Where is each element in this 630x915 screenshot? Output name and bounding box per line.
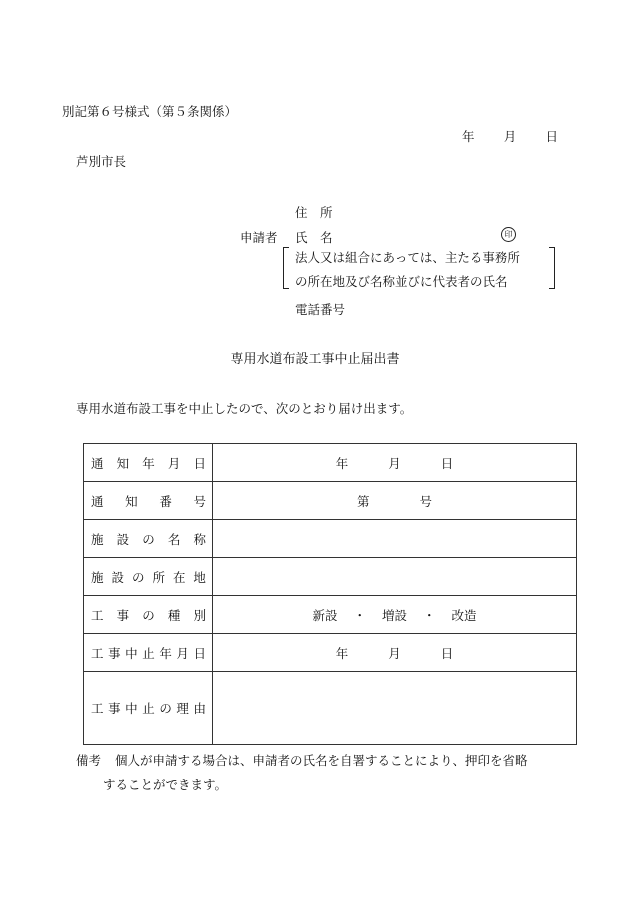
label-char: 設 xyxy=(116,531,130,547)
applicant-note xyxy=(283,245,555,291)
label-char: 事 xyxy=(108,645,121,661)
remarks-text-1: 個人が申請する場合は、申請者の氏名を自署することにより、押印を省略 xyxy=(115,753,528,768)
row-facility-location xyxy=(84,558,577,596)
label-char: の xyxy=(159,701,172,716)
label-facility-location xyxy=(84,558,213,596)
label-char: 在 xyxy=(172,569,186,585)
row-work-type xyxy=(84,596,577,634)
label-char: の xyxy=(142,531,155,547)
value-facility-name[interactable] xyxy=(213,520,577,558)
applicant-label: 申請者 xyxy=(240,230,278,245)
label-char: 号 xyxy=(193,493,206,509)
value-char: 月 xyxy=(388,455,401,471)
name-label: 氏 名 xyxy=(295,230,333,245)
label-char: 施 xyxy=(91,531,104,547)
value-char: 年 xyxy=(335,645,349,661)
label-char: 事 xyxy=(108,701,121,716)
value-char: 年 xyxy=(335,455,349,471)
label-notice-date xyxy=(84,444,213,482)
document-title: 専用水道布設工事中止届出書 xyxy=(230,352,400,367)
label-char: 名 xyxy=(167,531,181,547)
label-char: 工 xyxy=(91,607,104,623)
label-char: 所 xyxy=(152,569,165,585)
note-line-1: 法人又は組合にあっては、主たる事務所 xyxy=(295,250,520,265)
form-table xyxy=(83,443,577,745)
date-year: 年 xyxy=(462,129,475,144)
remarks-line-2: することができます。 xyxy=(103,777,228,792)
value-suspension-reason[interactable] xyxy=(213,672,577,745)
label-notice-number xyxy=(84,482,213,520)
value-char: 月 xyxy=(388,645,401,661)
option-renovation: 改造 xyxy=(451,607,477,623)
value-notice-number[interactable] xyxy=(213,482,577,520)
separator: ・ xyxy=(353,607,366,623)
label-char: 工 xyxy=(91,701,104,716)
row-suspension-reason xyxy=(84,672,577,745)
label-char: 通 xyxy=(91,455,104,471)
label-char: 施 xyxy=(91,569,104,585)
option-new: 新設 xyxy=(312,607,338,623)
note-line-2: の所在地及び名称並びに代表者の氏名 xyxy=(295,274,508,289)
phone-label: 電話番号 xyxy=(295,302,346,317)
date-day: 日 xyxy=(545,129,558,144)
label-char: 理 xyxy=(176,701,189,716)
label-char: 月 xyxy=(167,455,181,471)
label-char: 番 xyxy=(159,493,172,509)
row-facility-name xyxy=(84,520,577,558)
row-notice-number xyxy=(84,482,577,520)
label-char: 日 xyxy=(193,645,206,661)
value-char: 号 xyxy=(419,493,433,509)
value-notice-date[interactable] xyxy=(213,444,577,482)
value-suspension-date[interactable] xyxy=(213,634,577,672)
label-char: 止 xyxy=(142,645,155,661)
date-month: 月 xyxy=(503,129,517,144)
option-expansion: 増設 xyxy=(381,607,407,623)
label-suspension-date xyxy=(84,634,213,672)
label-char: 工 xyxy=(91,645,104,661)
label-char: 中 xyxy=(125,701,138,716)
left-bracket xyxy=(283,247,289,289)
label-char: 地 xyxy=(193,569,206,585)
value-char: 日 xyxy=(440,645,454,661)
right-bracket xyxy=(549,247,555,289)
label-char: 月 xyxy=(176,645,189,661)
label-char: 中 xyxy=(125,645,138,661)
label-facility-name xyxy=(84,520,213,558)
addressee: 芦別市長 xyxy=(76,154,127,169)
label-char: 通 xyxy=(91,493,104,509)
label-suspension-reason xyxy=(84,672,213,745)
value-facility-location[interactable] xyxy=(213,558,577,596)
label-char: 種 xyxy=(167,607,181,623)
form-label: 別記第６号様式（第５条関係） xyxy=(62,104,238,119)
remarks-heading: 備考 xyxy=(76,753,102,768)
date-line xyxy=(462,127,558,145)
label-char: 知 xyxy=(116,455,130,471)
label-char: の xyxy=(142,607,155,623)
label-char: 由 xyxy=(193,701,206,716)
label-char: 年 xyxy=(159,645,172,661)
label-char: 知 xyxy=(125,493,138,509)
value-work-type[interactable] xyxy=(213,596,577,634)
label-char: 日 xyxy=(193,455,206,471)
seal-mark: 印 xyxy=(501,227,516,242)
label-char: の xyxy=(131,569,145,585)
remarks-line-1 xyxy=(76,751,528,769)
label-char: 設 xyxy=(111,569,124,585)
label-char: 別 xyxy=(193,607,206,623)
label-char: 年 xyxy=(142,455,155,471)
intro-text: 専用水道布設工事を中止したので、次のとおり届け出ます。 xyxy=(76,401,413,416)
label-char: 事 xyxy=(116,607,130,623)
label-work-type xyxy=(84,596,213,634)
label-char: 止 xyxy=(142,701,155,716)
address-label: 住 所 xyxy=(295,205,333,220)
row-suspension-date xyxy=(84,634,577,672)
value-char: 第 xyxy=(356,493,370,509)
row-notice-date xyxy=(84,444,577,482)
value-char: 日 xyxy=(440,455,454,471)
separator: ・ xyxy=(423,607,436,623)
label-char: 称 xyxy=(193,531,206,547)
